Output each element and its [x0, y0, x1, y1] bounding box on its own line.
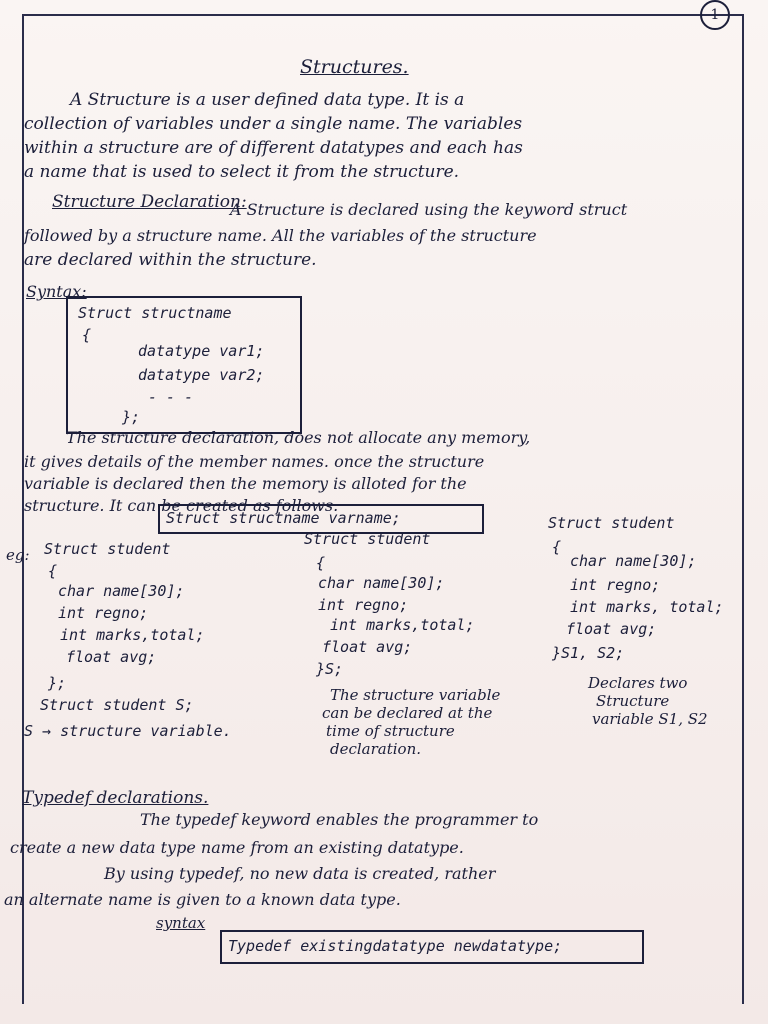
- declaration-line: are declared within the structure.: [24, 250, 317, 270]
- example2-note: declaration.: [330, 740, 422, 758]
- example2-note: The structure variable: [330, 686, 501, 704]
- example3-line: char name[30];: [570, 552, 697, 570]
- example3-line: Struct student: [548, 514, 675, 532]
- example3-note: variable S1, S2: [592, 710, 708, 728]
- typedef-line: create a new data type name from an existing datatype.: [10, 838, 464, 857]
- page-border-right: [742, 14, 744, 1004]
- example3-line: {: [552, 538, 562, 556]
- example1-line: Struct student: [44, 540, 171, 558]
- typedef-syntax-label: syntax: [156, 914, 206, 932]
- example1-line: float avg;: [66, 648, 157, 666]
- example3-line: int regno;: [570, 576, 661, 594]
- declaration-after-line: it gives details of the member names. once the structure: [24, 452, 485, 471]
- declaration-after-line: structure. It can be created as follows.: [24, 496, 339, 515]
- syntax-box: [66, 296, 302, 434]
- typedef-line: an alternate name is given to a known data type.: [4, 890, 401, 909]
- example2-line: int regno;: [318, 596, 409, 614]
- syntax-line: {: [82, 326, 92, 344]
- structure-declaration-heading: Structure Declaration:: [52, 192, 247, 212]
- example3-line: int marks, total;: [570, 598, 724, 616]
- example1-line: };: [48, 674, 67, 692]
- syntax-line: Struct structname: [78, 304, 232, 322]
- example1-line: int regno;: [58, 604, 149, 622]
- example3-line: }S1, S2;: [552, 644, 625, 662]
- example1-line: int marks,total;: [60, 626, 205, 644]
- intro-line: collection of variables under a single name. The variables: [24, 114, 523, 134]
- typedef-line: The typedef keyword enables the programmer to: [140, 810, 539, 829]
- example1-line: {: [48, 562, 58, 580]
- example3-note: Structure: [596, 692, 670, 710]
- syntax-label: Syntax:: [26, 282, 87, 301]
- example2-line: int marks,total;: [330, 616, 475, 634]
- example-label: eg:: [6, 546, 30, 564]
- syntax-line: };: [122, 408, 141, 426]
- typedef-line: By using typedef, no new data is created, rather: [104, 864, 496, 883]
- syntax-line: - - -: [148, 388, 194, 406]
- intro-line: A Structure is a user defined data type. It is a: [70, 90, 465, 110]
- example1-line: char name[30];: [58, 582, 185, 600]
- example2-line: char name[30];: [318, 574, 445, 592]
- declaration-after-line: The structure declaration, does not allocate any memory,: [66, 428, 531, 447]
- example2-line: Struct student: [304, 530, 431, 548]
- example2-note: can be declared at the: [322, 704, 493, 722]
- typedef-syntax-box: [220, 930, 644, 964]
- example2-note: time of structure: [326, 722, 455, 740]
- example2-line: }S;: [316, 660, 344, 678]
- page-border-top: [22, 14, 742, 16]
- example3-note: Declares two: [588, 674, 688, 692]
- example2-line: float avg;: [322, 638, 413, 656]
- inline-syntax: Struct structname varname;: [166, 509, 401, 527]
- page-number: 1: [700, 0, 730, 30]
- declaration-line: followed by a structure name. All the variables of the structure: [24, 226, 537, 245]
- example1-line: S → structure variable.: [24, 722, 232, 740]
- syntax-line: datatype var2;: [138, 366, 265, 384]
- example2-line: {: [316, 554, 326, 572]
- example1-line: Struct student S;: [40, 696, 194, 714]
- intro-line: within a structure are of different datatypes and each has: [24, 138, 523, 158]
- intro-line: a name that is used to select it from the structure.: [24, 162, 460, 182]
- typedef-heading: Typedef declarations.: [22, 788, 209, 808]
- declaration-after-line: variable is declared then the memory is alloted for the: [24, 474, 467, 493]
- syntax-line: datatype var1;: [138, 342, 265, 360]
- declaration-line: A Structure is declared using the keyword struct: [230, 200, 628, 219]
- example3-line: float avg;: [566, 620, 657, 638]
- typedef-syntax: Typedef existingdatatype newdatatype;: [228, 937, 563, 955]
- page-title: Structures.: [300, 56, 409, 78]
